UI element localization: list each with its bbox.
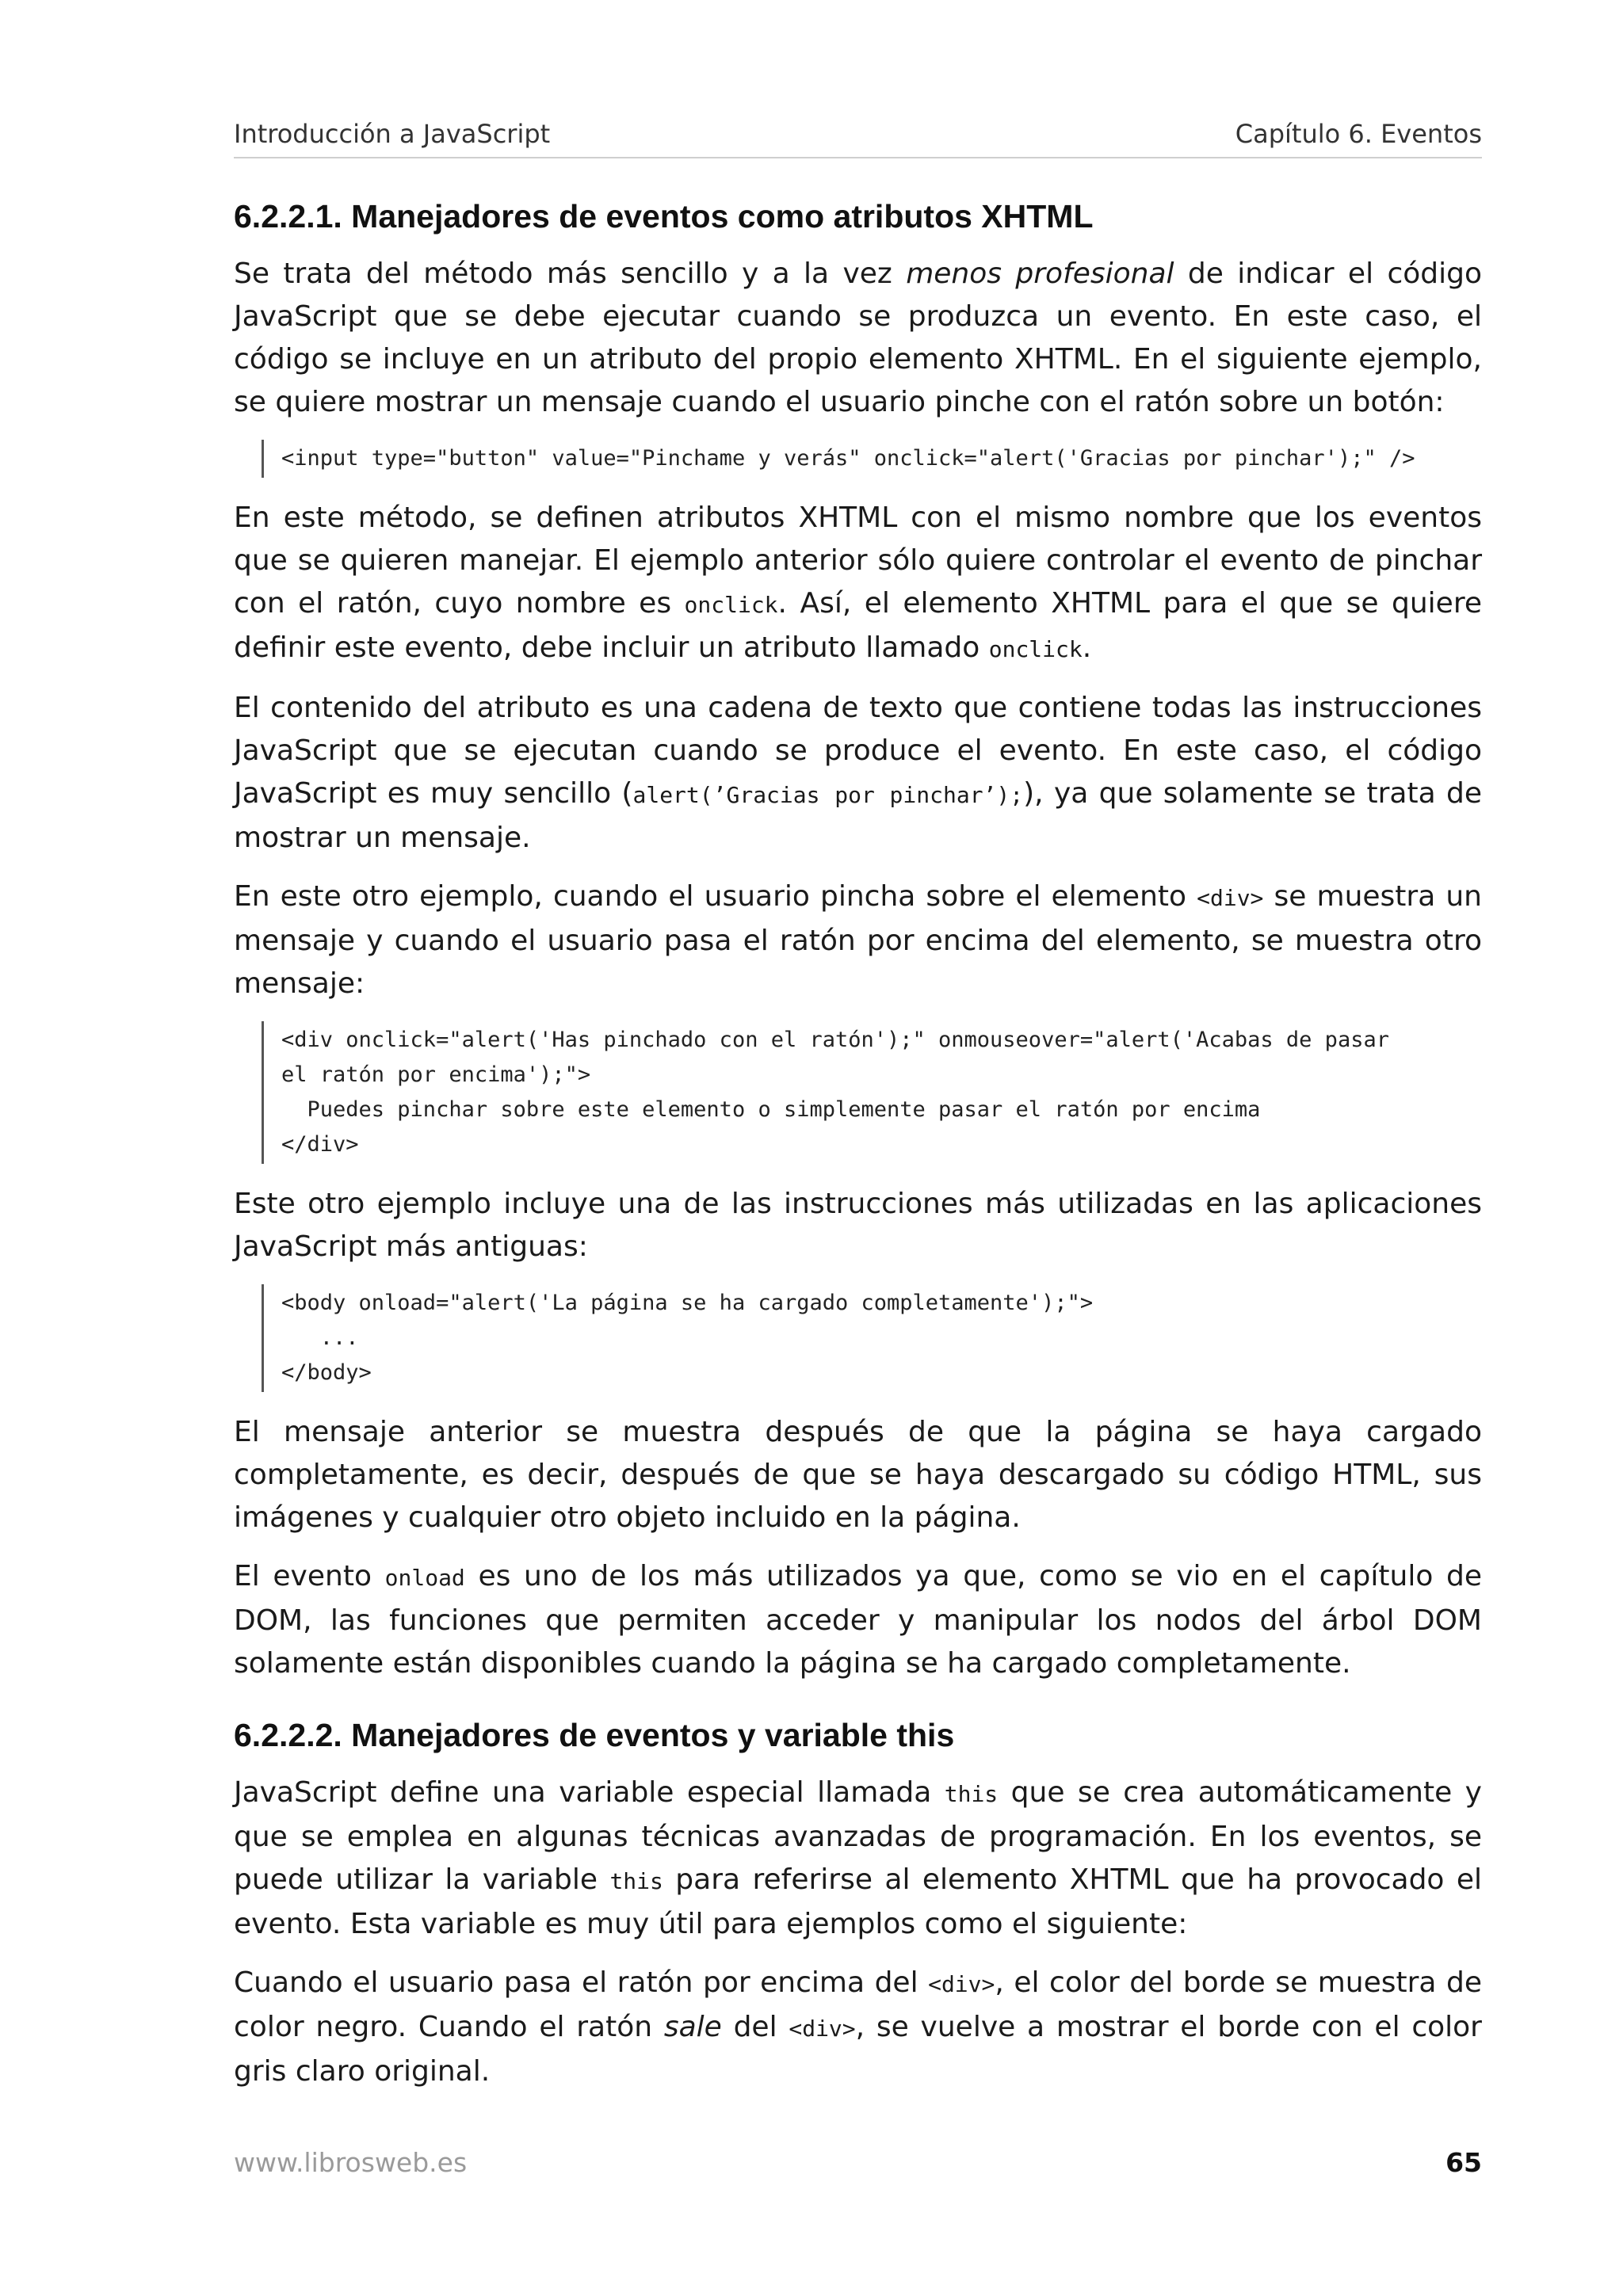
inline-code: onload — [384, 1565, 465, 1591]
paragraph — [234, 1772, 1482, 1946]
inline-code: this — [944, 1781, 999, 1807]
paragraph — [234, 253, 1482, 424]
text: Se trata del método más sencillo y a la vez — [234, 257, 907, 290]
running-footer — [234, 2147, 1482, 2178]
text: es uno de los más utilizados ya que, como se vio en el capítulo de DOM, las funciones que permiten acceder y manipular los nodos del árbol DOM solamente están disponibles cuando la página se ha cargado completamente. — [234, 1560, 1482, 1680]
text: El contenido del atributo es una cadena de texto que contiene todas las instrucciones JavaScript que se ejecutan cuando se produce el evento. En este caso, el código JavaScript es muy sencillo ( — [234, 692, 1482, 810]
inline-code: onclick — [684, 592, 778, 618]
text: Cuando el usuario pasa el ratón por encima del — [234, 1966, 929, 1999]
text: ), ya que solamente se trata de mostrar un mensaje. — [234, 777, 1483, 854]
emphasis-text: menos profesional — [906, 257, 1174, 290]
header-chapter-title: Capítulo 6. Eventos — [1235, 119, 1482, 149]
text: El evento — [234, 1560, 385, 1592]
inline-code: <div> — [789, 2016, 856, 2042]
paragraph — [234, 497, 1482, 671]
page-content — [234, 198, 1482, 2109]
code-block: <input type="button" value="Pinchame y verás" onclick="alert('Gracias por pinchar');" /> — [262, 440, 1482, 478]
running-header — [234, 119, 1482, 158]
inline-code: onclick — [988, 636, 1083, 662]
text: . — [1082, 631, 1092, 664]
text: , el color del borde se muestra de color negro. Cuando el ratón — [234, 1966, 1482, 2043]
paragraph — [234, 1962, 1482, 2093]
header-book-title: Introducción a JavaScript — [234, 119, 551, 149]
paragraph — [234, 1555, 1482, 1685]
emphasis-text: sale — [663, 2011, 722, 2043]
text: de indicar el código JavaScript que se debe ejecutar cuando se produzca un evento. En este caso, el código se incluye en un atributo del propio elemento XHTML. En el siguiente ejemplo, se quiere mostrar un mensaje cuando el usuario pinche con el ratón sobre un botón: — [234, 257, 1482, 418]
text: del — [721, 2011, 789, 2043]
text: En este otro ejemplo, cuando el usuario pincha sobre el elemento — [234, 880, 1197, 913]
inline-code: <div> — [1197, 885, 1264, 911]
page-number: 65 — [1445, 2147, 1482, 2178]
section-heading-6-2-2-2: 6.2.2.2. Manejadores de eventos y variable this — [234, 1717, 955, 1753]
paragraph: Este otro ejemplo incluye una de las instrucciones más utilizadas en las aplicaciones JavaScript más antiguas: — [234, 1188, 1482, 1263]
code-block: <div onclick="alert('Has pinchado con el ratón');" onmouseover="alert('Acabas de pasar el ratón por encima');"> Puedes pinchar sobre este elemento o simplemente pasar el ratón por encima </div> — [262, 1021, 1482, 1164]
text: para referirse al elemento XHTML que ha provocado el evento. Esta variable es muy útil para ejemplos como el siguiente: — [234, 1863, 1483, 1940]
inline-code: this — [609, 1868, 663, 1894]
paragraph — [234, 875, 1482, 1005]
paragraph — [234, 687, 1482, 860]
footer-site-url: www.librosweb.es — [234, 2147, 468, 2178]
document-page — [234, 0, 1482, 2296]
inline-code: <div> — [928, 1971, 995, 1997]
text: JavaScript define una variable especial llamada — [234, 1776, 945, 1809]
text: En este método, se definen atributos XHTML con el mismo nombre que los eventos que se quieren manejar. El ejemplo anterior sólo quiere controlar el evento de pinchar con el ratón, cuyo nombre es — [234, 502, 1482, 620]
text: que se crea automáticamente y que se emplea en algunas técnicas avanzadas de programación. En los eventos, se puede utilizar la variable — [234, 1776, 1482, 1896]
section-heading-6-2-2-1: 6.2.2.1. Manejadores de eventos como atributos XHTML — [234, 198, 1094, 235]
text: . Así, el elemento XHTML para el que se quiere definir este evento, debe incluir un atributo llamado — [234, 587, 1482, 664]
code-block: <body onload="alert('La página se ha cargado completamente');"> ... </body> — [262, 1284, 1482, 1392]
paragraph: El mensaje anterior se muestra después de que la página se haya cargado completamente, es decir, después de que se haya descargado su código HTML, sus imágenes y cualquier otro objeto incluido en la página. — [234, 1416, 1482, 1534]
text: se muestra un mensaje y cuando el usuario pasa el ratón por encima del elemento, se muestra otro mensaje: — [234, 880, 1482, 1000]
text: , se vuelve a mostrar el borde con el color gris claro original. — [234, 2011, 1482, 2088]
inline-code: alert(’Gracias por pinchar’); — [632, 782, 1024, 808]
